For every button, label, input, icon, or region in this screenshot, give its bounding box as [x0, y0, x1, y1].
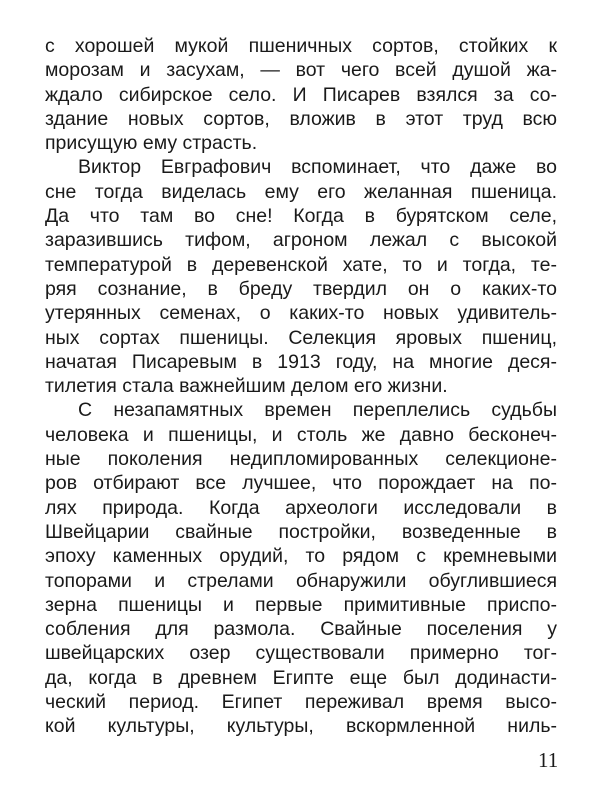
text-line: здание новых сортов, вложив в этот труд всю — [45, 107, 557, 130]
text-line: морозам и засухам, — вот чего всей душой жа- — [45, 59, 557, 82]
text-line: Виктор Евграфович вспоминает, что даже во — [78, 156, 557, 179]
text-line: ных сортах пшеницы. Селекция яровых пшениц, — [45, 326, 557, 349]
text-line: утерянных семенах, о каких-то новых удивитель- — [45, 302, 557, 325]
text-line: Швейцарии свайные постройки, возведенные в — [45, 520, 557, 543]
text-line: зерна пшеницы и первые примитивные приспо- — [45, 593, 557, 616]
text-line: присущую ему страсть. — [45, 132, 258, 155]
text-line: кой культуры, культуры, вскормленной ниль- — [45, 715, 557, 738]
text-line: Да что там во сне! Когда в бурятском селе, — [45, 205, 557, 228]
text-line: ческий период. Египет переживал время высо- — [45, 691, 557, 714]
text-line: ждало сибирское село. И Писарев взялся за со- — [45, 83, 557, 106]
text-line: тилетия стала важнейшим делом его жизни. — [45, 375, 448, 398]
text-line: температурой в деревенской хате, то и тогда, те- — [45, 253, 557, 276]
text-line: лях природа. Когда археологи исследовали в — [45, 496, 557, 519]
text-line: швейцарских озер существовали примерно тог- — [45, 642, 557, 665]
text-line: человека и пшеницы, и столь же давно бесконеч- — [45, 423, 557, 446]
text-line: топорами и стрелами обнаружили обуглившиеся — [45, 569, 557, 592]
text-line: С незапамятных времен переплелись судьбы — [78, 399, 557, 422]
text-line: сне тогда виделась ему его желанная пшеница. — [45, 180, 557, 203]
page-number: 11 — [538, 748, 559, 772]
text-line: заразившись тифом, агроном лежал с высокой — [45, 229, 557, 252]
page-body — [45, 34, 557, 739]
text-line: ные поколения недипломированных селекционе- — [45, 448, 557, 471]
text-line: ров отбирают все лучшее, что порождает на по- — [45, 472, 557, 495]
text-line: с хорошей мукой пшеничных сортов, стойких к — [45, 35, 557, 57]
text-line: ряя сознание, в бреду твердил он о каких-то — [45, 277, 557, 300]
text-line: эпоху каменных орудий, то рядом с кремневыми — [45, 545, 557, 568]
text-line: собления для размола. Свайные поселения у — [45, 618, 557, 641]
text-line: да, когда в древнем Египте еще был додинасти- — [45, 666, 557, 689]
text-line: начатая Писаревым в 1913 году, на многие деся- — [45, 350, 557, 373]
